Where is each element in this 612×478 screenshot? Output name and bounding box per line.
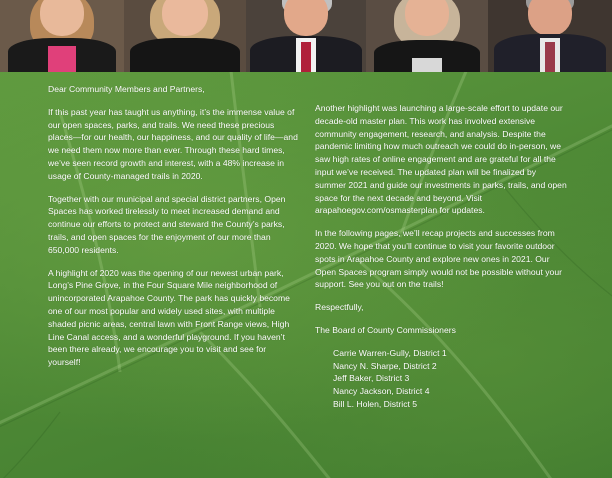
signer-name: Carrie Warren-Gully, District 1 — [333, 347, 447, 358]
letter-paragraph: A highlight of 2020 was the opening of our newest urban park, Long’s Pine Grove, in the Four Square Mile neighborhood of unincorporated Arapahoe County. The park has quickly become one of our most popular and widely used sites, with multiple shaded picnic areas, central lawn with Front Range views, High Line Canal access, and a wonderful playground. If you haven’t been there already, we encourage you to visit and see for yourself! — [48, 267, 290, 368]
signer-name: Nancy Jackson, District 4 — [333, 386, 430, 397]
signer-name: Bill L. Holen, District 5 — [333, 398, 418, 409]
commissioner-photo-5 — [488, 0, 612, 72]
signer-list — [315, 347, 567, 411]
letter-right-column — [315, 102, 567, 411]
letter-paragraph: Together with our municipal and special district partners, Open Spaces has worked tirelessly to meet increased demand and continue our efforts to protect and steward the County’s parks, trails, and open spaces for the enjoyment of our more than 650,000 residents. — [48, 193, 286, 255]
letter-left-column — [48, 83, 300, 379]
commissioner-photo-4 — [366, 0, 488, 72]
signer-name: Nancy N. Sharpe, District 2 — [333, 360, 437, 371]
letter-closing: Respectfully, — [315, 302, 364, 313]
commissioner-photo-strip — [0, 0, 612, 72]
commissioner-photo-3 — [246, 0, 366, 72]
commissioner-photo-2 — [124, 0, 246, 72]
letter-paragraph: In the following pages, we’ll recap projects and successes from 2020. We hope that you’ll continue to visit your favorite outdoor spots in Arapahoe County and explore new ones in 2021. Our Open Spaces program simply would not be possible without your support. See you out on the trails! — [315, 228, 562, 290]
commissioner-photo-1 — [0, 0, 124, 72]
letter-paragraph: Another highlight was launching a large-scale effort to update our decade-old master plan. This work has involved extensive community engagement, research, and analysis. Despite the pandemic limiting how much outreach we could do in-person, we saw high rates of online engagement and are grateful for all the input we’ve received. The updated plan will be finalized by summer 2021 and guide our investments in parks, trails, and open space for the next decade and beyond. Visit arapahoegov.com/osmasterplan for updates. — [315, 103, 567, 216]
letter-panel — [0, 72, 612, 478]
signer-name: Jeff Baker, District 3 — [333, 373, 410, 384]
letter-salutation: Dear Community Members and Partners, — [48, 84, 205, 94]
letter-paragraph: If this past year has taught us anything, it’s the immense value of our open spaces, parks, and trails. We need these precious places—for our health, our happiness, and our quality of life—and we need them now more than ever. Through these hard times, we’ve seen record growth and interest, with a 48% increase in usage of County-managed trails in 2020. — [48, 106, 298, 181]
signature-group: The Board of County Commissioners — [315, 324, 456, 335]
